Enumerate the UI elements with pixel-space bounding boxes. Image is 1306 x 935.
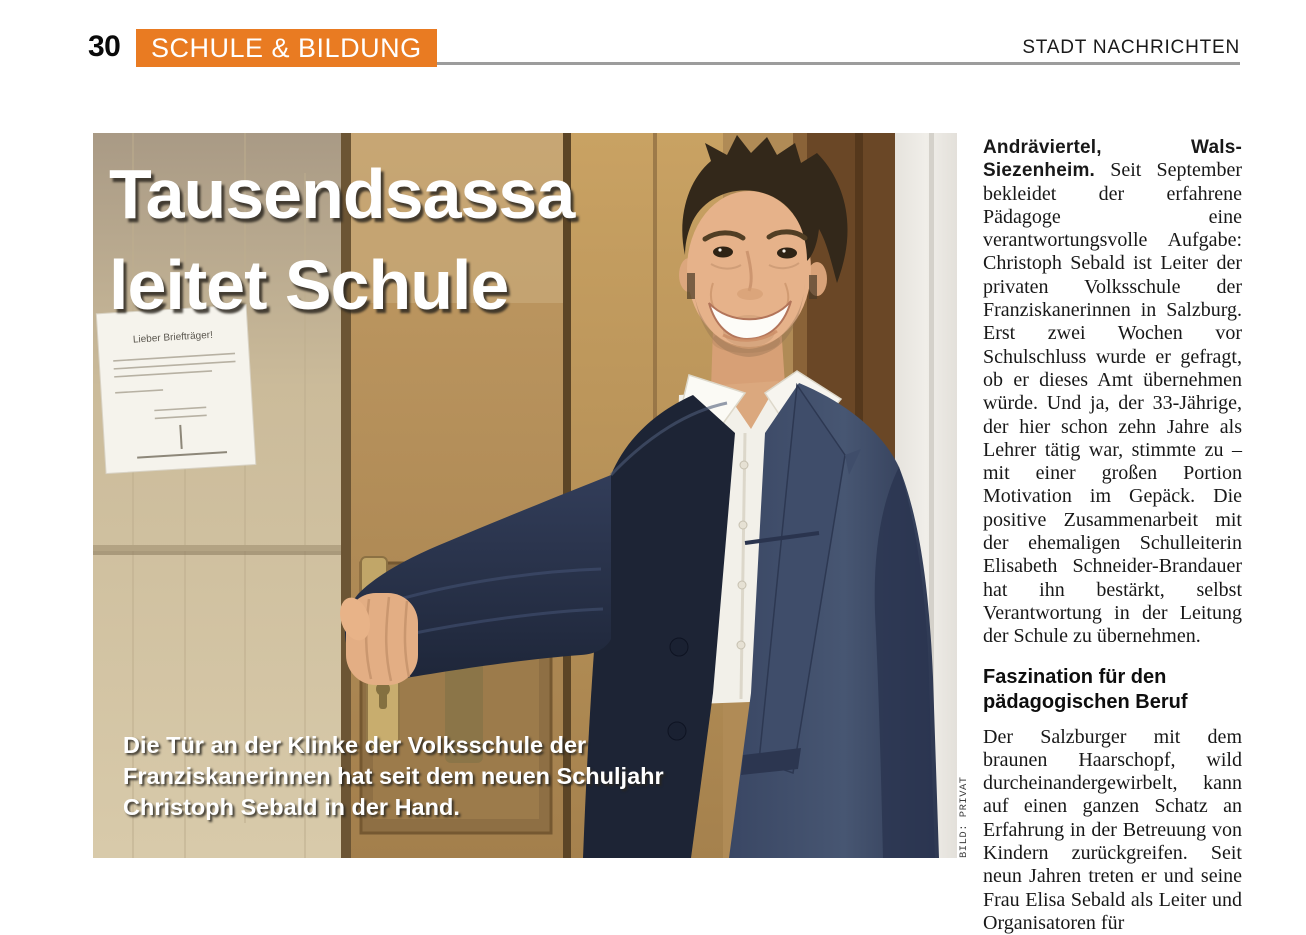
header-rule (437, 62, 1240, 65)
page-number: 30 (88, 30, 121, 63)
photo-caption: Die Tür an der Klinke der Volksschule der Franziskanerinnen hat seit dem neuen Schuljahr Christoph Sebald in der Hand. (123, 732, 664, 820)
photo-headline (109, 149, 574, 331)
article-paragraph-1-text: Seit September bekleidet der erfahrene Pädagoge eine verantwortungsvolle Aufgabe: Christoph Sebald ist Leiter der privaten Volksschule der Franziskanerinnen in Salzburg. Erst zwei Wochen vor Schulschluss wurde er gefragt, ob er dieses Amt übernehmen würde. Und ja, der 33-Jährige, der hier schon zehn Jahre als Lehrer tätig war, stimmte zu – mit einer großen Portion Motivation im Gepäck. Die positive Zusammenarbeit mit der ehemaligen Schulleiterin Elisabeth Schneider-Brandauer hat ihn bestärkt, selbst Verantwortung in der Leitung der Schule zu übernehmen. (983, 159, 1242, 648)
photo-headline-line1: Tausendsassa (109, 155, 575, 233)
section-badge: SCHULE & BILDUNG (136, 29, 437, 67)
door-note-title: Lieber Briefträger! (132, 329, 214, 346)
article-column (983, 136, 1242, 935)
article-paragraph-2: Der Salzburger mit dem braunen Haarschopf, wild durcheinandergewirbelt, kann auf einen ganzen Schatz an Erfahrung in der Betreuung von Kindern zurückgreifen. Seit neun Jahren treten er und seine Frau Elisa Sebald als Leiter und Organisatoren für (983, 725, 1242, 934)
article-paragraph-1 (983, 136, 1242, 649)
masthead: STADT NACHRICHTEN (1022, 37, 1240, 58)
article-subhead: Faszination für den pädagogischen Beruf (983, 665, 1188, 713)
article-photo (93, 133, 957, 858)
article-lead-in: Andräviertel, Wals-Siezenheim. (983, 137, 1242, 182)
photo-headline-line2: leitet Schule (109, 246, 509, 324)
photo-credit: BILD: PRIVAT (958, 776, 970, 858)
